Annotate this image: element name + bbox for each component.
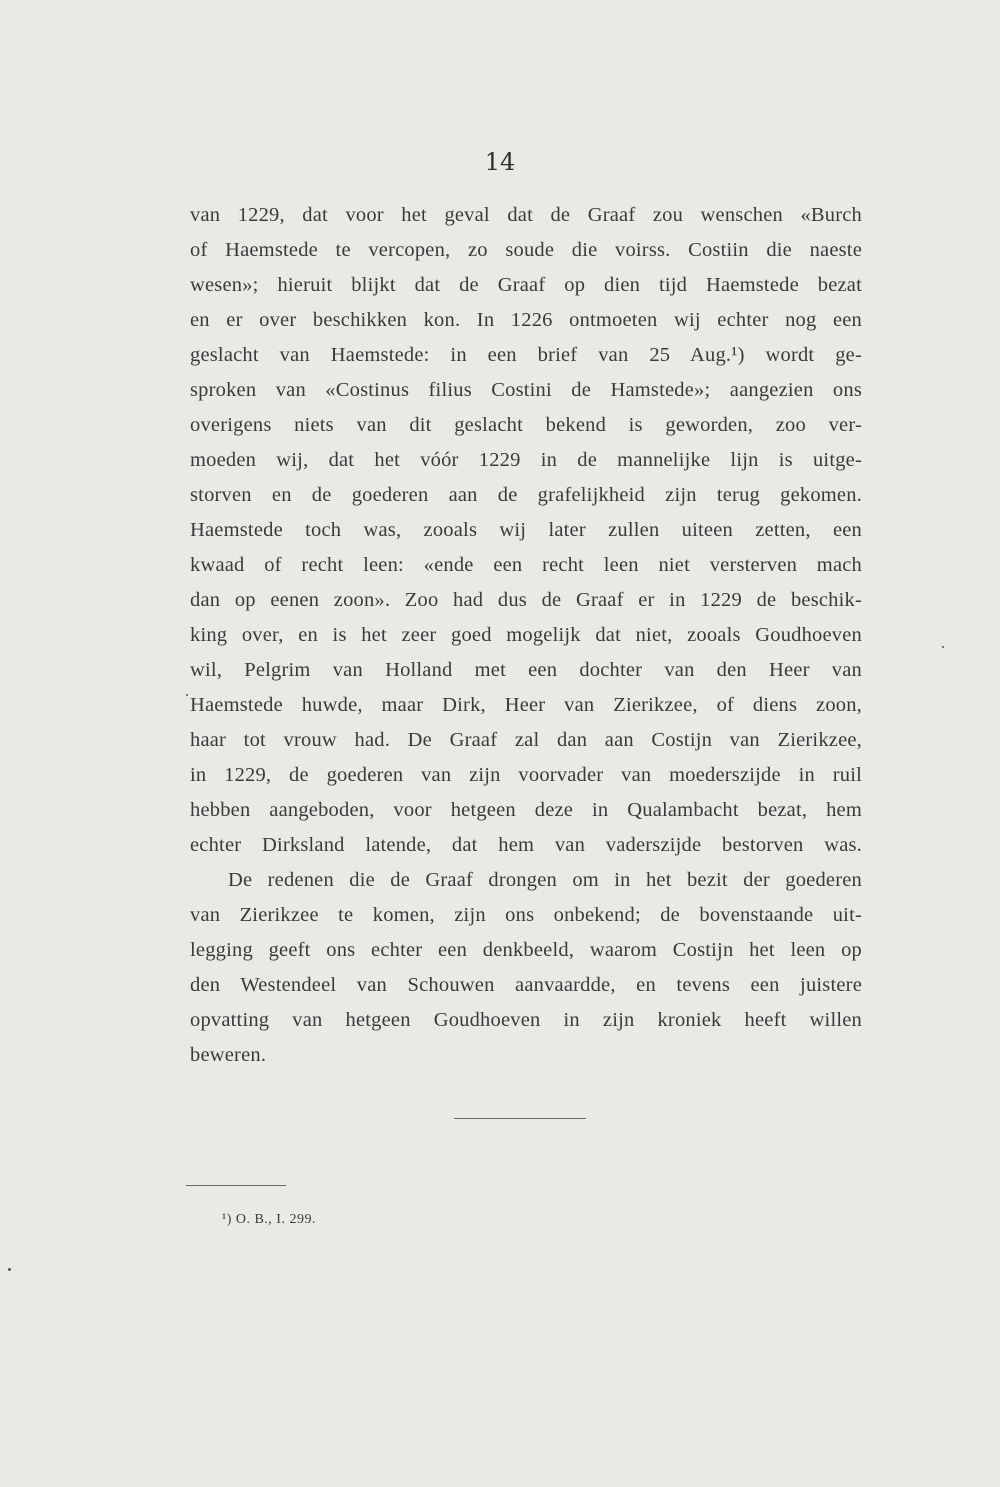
text-line: De redenen die de Graaf drongen om in het bezit der goederen bbox=[228, 869, 862, 891]
text-line: Haemstede toch was, zooals wij later zullen uiteen zetten, een bbox=[190, 519, 862, 541]
text-line: dan op eenen zoon». Zoo had dus de Graaf er in 1229 de beschik- bbox=[190, 589, 862, 611]
text-line: geslacht van Haemstede: in een brief van 25 Aug.¹) wordt ge- bbox=[190, 344, 862, 366]
section-divider bbox=[454, 1118, 586, 1119]
text-line: hebben aangeboden, voor hetgeen deze in Qualambacht bezat, hem bbox=[190, 799, 862, 821]
footnote: ¹) O. B., I. 299. bbox=[222, 1212, 316, 1227]
text-line: haar tot vrouw had. De Graaf zal dan aan Costijn van Zierikzee, bbox=[190, 729, 862, 751]
text-line: van Zierikzee te komen, zijn ons onbekend; de bovenstaande uit- bbox=[190, 904, 862, 926]
text-line: of Haemstede te vercopen, zo soude die voirss. Costiin die naeste bbox=[190, 239, 862, 261]
text-line: legging geeft ons echter een denkbeeld, waarom Costijn het leen op bbox=[190, 939, 862, 961]
text-line: kwaad of recht leen: «ende een recht leen niet versterven mach bbox=[190, 554, 862, 576]
text-line: en er over beschikken kon. In 1226 ontmoeten wij echter nog een bbox=[190, 309, 862, 331]
text-line: van 1229, dat voor het geval dat de Graaf zou wenschen «Burch bbox=[190, 204, 862, 226]
text-line: echter Dirksland latende, dat hem van vaderszijde bestorven was. bbox=[190, 834, 862, 856]
page-number: 14 bbox=[484, 148, 516, 176]
scan-speck bbox=[8, 1268, 11, 1271]
text-line: beweren. bbox=[190, 1044, 267, 1066]
text-line: Haemstede huwde, maar Dirk, Heer van Zierikzee, of diens zoon, bbox=[190, 694, 862, 716]
text-line: den Westendeel van Schouwen aanvaardde, en tevens een juistere bbox=[190, 974, 862, 996]
text-line: sproken van «Costinus filius Costini de Hamstede»; aangezien ons bbox=[190, 379, 862, 401]
text-line: moeden wij, dat het vóór 1229 in de mannelijke lijn is uitge- bbox=[190, 449, 862, 471]
text-line: opvatting van hetgeen Goudhoeven in zijn kroniek heeft willen bbox=[190, 1009, 862, 1031]
body-text bbox=[190, 198, 862, 1073]
text-line: overigens niets van dit geslacht bekend is geworden, zoo ver- bbox=[190, 414, 862, 436]
text-line: in 1229, de goederen van zijn voorvader van moederszijde in ruil bbox=[190, 764, 862, 786]
text-line: king over, en is het zeer goed mogelijk dat niet, zooals Goudhoeven bbox=[190, 624, 862, 646]
scan-speck bbox=[942, 646, 944, 648]
footnote-divider bbox=[186, 1185, 286, 1186]
text-line: wesen»; hieruit blijkt dat de Graaf op dien tijd Haemstede bezat bbox=[190, 274, 862, 296]
text-line: wil, Pelgrim van Holland met een dochter van den Heer van bbox=[190, 659, 862, 681]
scan-speck bbox=[186, 694, 188, 696]
text-line: storven en de goederen aan de grafelijkheid zijn terug gekomen. bbox=[190, 484, 862, 506]
